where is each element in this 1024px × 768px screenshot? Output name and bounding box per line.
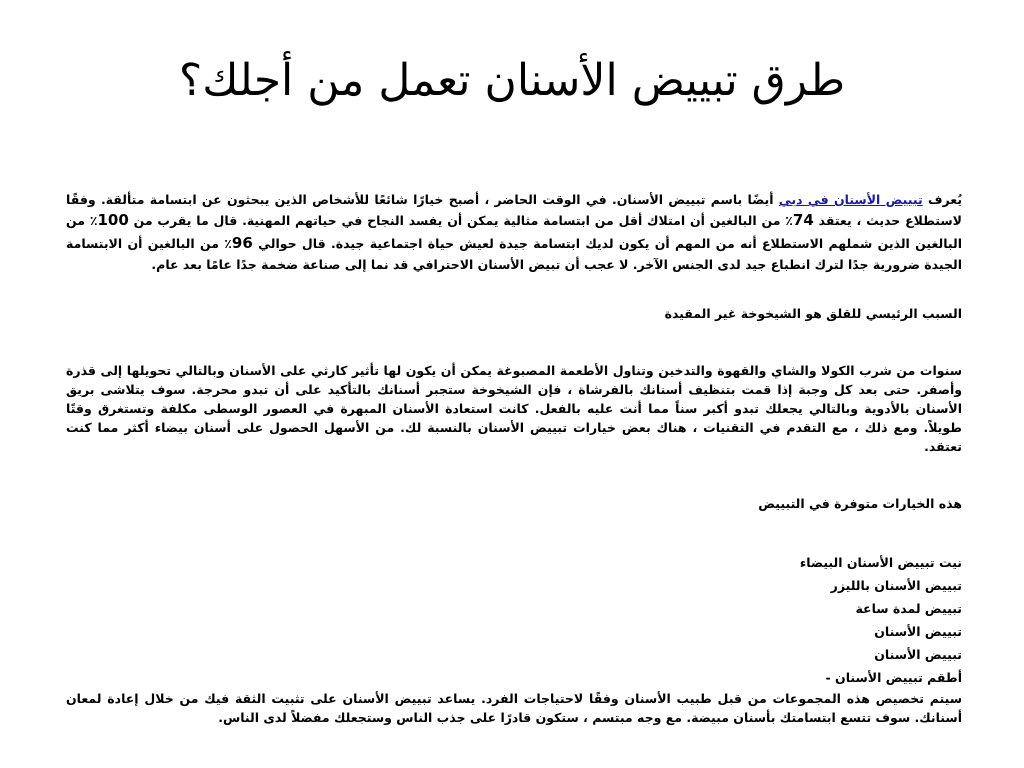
concern-heading: السبب الرئيسي للقلق هو الشيخوخة غير المقيدة bbox=[664, 305, 962, 321]
option-item-6: أطقم تبييض الأسنان - bbox=[825, 670, 962, 686]
intro-prefix: يُعرف bbox=[922, 192, 963, 207]
option-item-4: تبييض الأسنان bbox=[874, 623, 962, 639]
stat-74: 74 bbox=[792, 211, 814, 229]
spacer bbox=[66, 456, 962, 494]
intro-text-c: ٪ من البالغين الذين شملهم الاستطلاع أنه من المهم أن يكون لديك ابتسامة جيدة لعيش حياة اجتماعية جيدة. قال حوالي bbox=[66, 213, 963, 251]
option-item-2: تبييض الأسنان بالليزر bbox=[830, 577, 962, 593]
dubai-whitening-link[interactable]: تبييض الأسنان في دبي bbox=[778, 192, 923, 207]
slide-title: طرق تبييض الأسنان تعمل من أجلك؟ bbox=[178, 55, 846, 106]
intro-text-d: ٪ من البالغين أن الابتسامة الجيدة ضرورية جدًا لترك انطباع جيد لدى الجنس الآخر. لا عجب أن تبيض الأسنان الاحترافي قد نما إلى صناعة ضخمة جدًا عامًا بعد عام. bbox=[66, 235, 962, 272]
spacer bbox=[66, 274, 962, 304]
option-item-5: تبييض الأسنان bbox=[874, 647, 962, 663]
intro-text-a: أيضًا باسم تبييض الأسنان. في الوقت الحاضر ، أصبح خيارًا شائعًا للأشخاص الذين يبحثون عن ابتسامة متألقة. وفقًا لاستطلاع حديث ، يعتقد bbox=[66, 192, 962, 228]
intro-paragraph bbox=[66, 190, 962, 274]
option-item-1: نيت تبييض الأسنان البيضاء bbox=[799, 554, 962, 570]
stat-96: 96 bbox=[231, 233, 253, 252]
spacer bbox=[66, 513, 962, 551]
closing-paragraph: سيتم تخصيص هذه المجموعات من قبل طبيب الأسنان وفقًا لاحتياجات الفرد. يساعد تبييض الأسنان على تثبيت الثقة فيك من خلال إعادة لمعان أسنانك. سوف تتسع ابتسامتك بأسنان مبيضة. مع وجه مبتسم ، ستكون قادرًا على جذب الناس وستجعلك مفضلاً لدى الناس. bbox=[66, 691, 962, 726]
spacer bbox=[66, 323, 962, 361]
aging-paragraph: سنوات من شرب الكولا والشاي والقهوة والتدخين وتناول الأطعمة المصبوغة يمكن أن يكون لها تأثير كارثي على الأسنان وبالتالي تحويلها إلى قذرة وأصفر. حتى بعد كل وجبة إذا قمت بتنظيف أسنانك بالفرشاة ، فإن الشيخوخة ستجبر أسنانك بالتأكيد على أن تبدو محرجة. سوف يتلاشى بريق الأسنان بالأدوية وبالتالي يجعلك تبدو أكبر سناً مما أنت عليه بالفعل. كانت استعادة الأسنان المبهرة في العصور الوسطى مكلفة وتستغرق وقتًا طويلاً. ومع ذلك ، مع التقدم في التقنيات ، هناك بعض خيارات تبييض الأسنان بالنسبة لك. من الأسهل الحصول على أسنان بيضاء أكثر مما كنت تعتقد. bbox=[66, 362, 962, 454]
intro-text-b: ٪ من البالغين أن امتلاك أقل من ابتسامة مثالية يمكن أن يفسد النجاح في حياتهم المهنية. قال ما يقرب من bbox=[128, 213, 793, 228]
options-list bbox=[66, 551, 962, 690]
option-item-3: تبييض لمدة ساعة bbox=[855, 600, 962, 616]
stat-100: 100 bbox=[97, 211, 129, 229]
slide-body bbox=[66, 190, 962, 727]
options-heading: هذه الخيارات متوفرة في التبييض bbox=[758, 495, 962, 511]
